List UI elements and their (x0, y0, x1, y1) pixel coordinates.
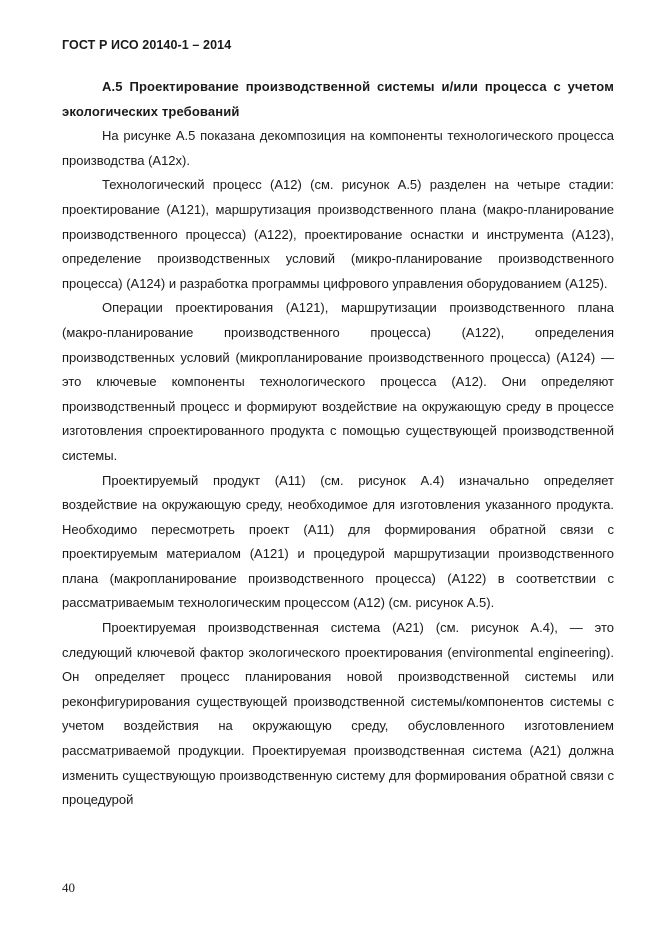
paragraph: Операции проектирования (А121), маршрутизации производственного плана (макро-планирование производственного процесса) (А122), определения производственных условий (микропланирование производственного процесса) (А124) — это ключевые компоненты технологического процесса (А12). Они определяют производственный процесс и формируют воздействие на окружающую среду в процессе изготовления спроектированного продукта с помощью существующей производственной системы. (62, 300, 614, 463)
paragraph: На рисунке А.5 показана декомпозиция на компоненты технологического процесса производства (А12х). (62, 128, 614, 168)
paragraph: Технологический процесс (А12) (см. рисунок А.5) разделен на четыре стадии: проектирование (А121), маршрутизация производственного плана (макро-планирование производственного процесса) (А122), проектирование оснастки и инструмента (А123), определение производственных условий (микро-планирование производственного процесса) (А124) и разработка программы цифрового управления оборудованием (А125). (62, 177, 614, 291)
paragraph: Проектируемая производственная система (А21) (см. рисунок А.4), — это следующий ключевой фактор экологического проектирования (environmental engineering). Он определяет процесс планирования новой производственной системы или реконфигурирования существующей производственной системы/компонентов системы с учетом воздействия на окружающую среду, обусловленного изготовлением рассматриваемой продукции. Проектируемая производственная система (А21) должна изменить существующую производственную систему для формирования обратной связи с процедурой (62, 620, 614, 808)
page-number: 40 (62, 880, 75, 895)
section-heading: А.5 Проектирование производственной системы и/или процесса с учетом экологических требований (62, 79, 614, 119)
document-header: ГОСТ Р ИСО 20140-1 – 2014 (62, 38, 232, 52)
paragraph: Проектируемый продукт (А11) (см. рисунок А.4) изначально определяет воздействие на окружающую среду, необходимое для изготовления указанного продукта. Необходимо пересмотреть проект (А11) для формирования обратной связи с проектируемым материалом (А121) и процедурой маршрутизации производственного плана (макропланирование производственного процесса) (А122) в соответствии с рассматриваемым технологическим процессом (А12) (см. рисунок А.5). (62, 472, 614, 611)
page-content (62, 75, 614, 813)
